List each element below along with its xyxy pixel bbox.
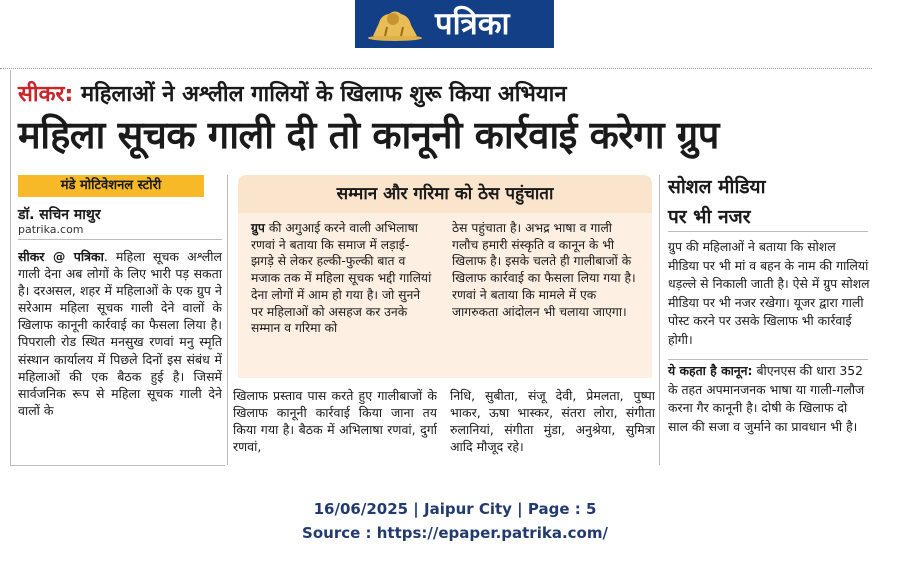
- tagline-badge: मंडे मोटिवेशनल स्टोरी: [18, 175, 204, 197]
- body-column-2: खिलाफ प्रस्ताव पास करते हुए गालीबाजों के खिलाफ कानूनी कार्रवाई किया जाना तय किया गया है। बैठक में अभिलाषा रणवां, दुर्गा रणवां,: [233, 388, 437, 455]
- headline: महिला सूचक गाली दी तो कानूनी कार्रवाई करेगा ग्रुप: [18, 113, 719, 157]
- column-divider: [227, 175, 228, 465]
- kicker-place: सीकर:: [18, 82, 74, 107]
- logo-text: पत्रिका: [435, 6, 510, 42]
- byline-divider: [18, 239, 222, 240]
- law-note: [668, 362, 870, 436]
- source-link[interactable]: Source : https://epaper.patrika.com/: [302, 524, 608, 542]
- side-divider: [668, 359, 868, 360]
- kicker-text: महिलाओं ने अश्लील गालियों के खिलाफ शुरू किया अभियान: [80, 82, 567, 107]
- body-column-1: [18, 248, 222, 463]
- box-lead: ग्रुप: [251, 221, 265, 235]
- side-title-line-1: सोशल मीडिया: [668, 176, 766, 198]
- side-body: ग्रुप की महिलाओं ने बताया कि सोशल मीडिया पर भी मां व बहन के नाम की गालियां धड़ल्ले से निकाली जाती है। ऐसे में ग्रुप सोशल मीडिया पर भी नजर रखेगा। यूजर द्वारा गाली पोस्ट करने पर उसके खिलाफ भी कार्रवाई होगी।: [668, 239, 870, 347]
- box-title: सम्मान और गरिमा को ठेस पहुंचाता: [238, 175, 652, 213]
- body-column-3: निधि, सुबीता, संजू देवी, प्रेमलता, पुष्पा भाकर, ऊषा भास्कर, संतरा लोरा, संगीता रुलानियां, संगीता मुंडा, अनुश्रेया, सुमित्रा आदि मौजूद रहे।: [450, 388, 655, 455]
- column-divider: [659, 175, 660, 465]
- body-column-1-text: . महिला सूचक अश्लील गाली देना अब लोगों के लिए भारी पड़ सकता है। दरअसल, शहर में महिलाओं के एक ग्रुप ने सरेआम महिला सूचक गाली देने वालों के खिलाफ कानूनी कार्रवाई का फैसला लिया है। पिपराली रोड स्थित मनसुख रणवां मनु स्मृति संस्थान कार्यालय में पिछले दिनों इस संबंध में महिलाओं की एक बैठक हुई है। जिसमें सार्वजनिक रूप से महिला सूचक गाली देने वालों के: [18, 249, 222, 418]
- law-lead: ये कहता है कानून:: [668, 363, 753, 378]
- bottom-border: [10, 465, 225, 466]
- site-credit: patrika.com: [18, 223, 84, 236]
- side-title-line-2: पर भी नजर: [668, 206, 751, 228]
- box-column-1-text: की अगुआई करने वाली अभिलाषा रणवां ने बताया कि समाज में लड़ाई- झगड़े से लेकर हल्की-फुल्की बात व मजाक तक में महिला सूचक भद्दी गालियां देना लोगों में आम हो गया है। जो सुनने पर महिलाओं को असहज कर उनके सम्मान व गरिमा को: [251, 221, 432, 336]
- side-title: [668, 172, 858, 232]
- byline: डॉ. सचिन माथुर: [18, 207, 101, 223]
- box-column-1: [251, 220, 433, 375]
- box-column-2-text: ठेस पहुंचाता है। अभद्र भाषा व गाली गलौच हमारी संस्कृति व कानून के भी खिलाफ है। इसके चलते ही गालीबाजों के खिलाफ कार्रवाई का फैसला लिया गया है। रणवां ने बताया कि मामले में एक जागरुकता आंदोलन भी चलाया जाएगा।: [452, 221, 636, 319]
- lion-emblem-icon: [365, 5, 425, 43]
- patrika-logo: [355, 0, 554, 48]
- law-text: बीएनएस की धारा 352 के तहत अपमानजनक भाषा या गाली-गलौज करना गैर कानूनी है। दोषी के खिलाफ दो साल की सजा व जुर्माने का प्रावधान भी है।: [668, 363, 865, 434]
- box-column-2: [452, 220, 640, 375]
- left-border: [10, 70, 11, 465]
- kicker: [18, 78, 567, 112]
- edition-info: 16/06/2025 | Jaipur City | Page : 5: [313, 500, 597, 518]
- dateline: सीकर @ पत्रिका: [18, 249, 104, 264]
